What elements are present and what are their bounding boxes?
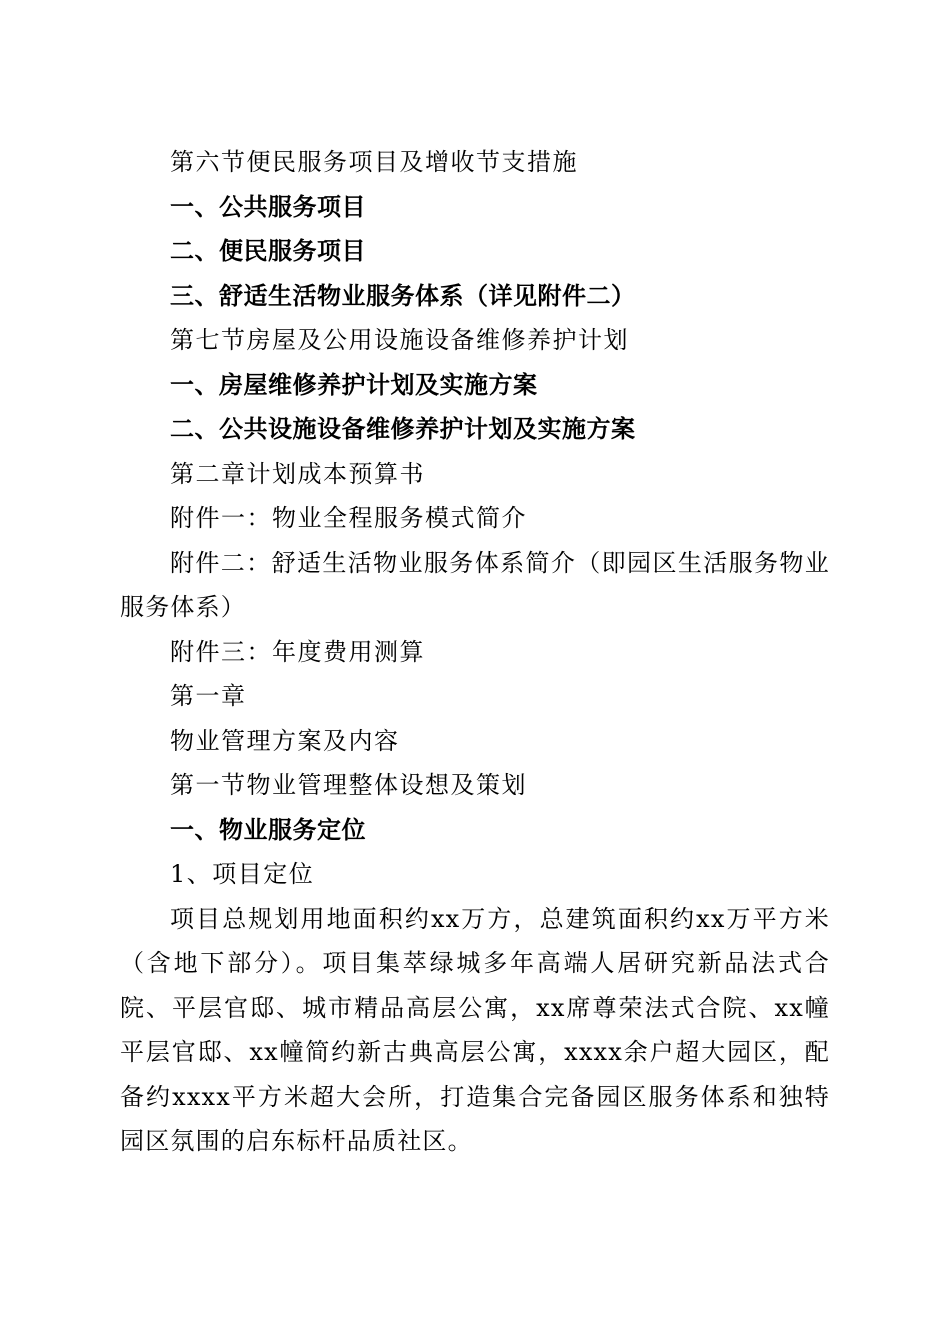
- toc-line: 三、舒适生活物业服务体系（详见附件二）: [170, 281, 636, 310]
- body-line: 第一节物业管理整体设想及策划: [170, 771, 527, 799]
- body-line: 第一章: [170, 682, 247, 710]
- toc-line: 第七节房屋及公用设施设备维修养护计划: [170, 326, 629, 354]
- toc-line: 二、公共设施设备维修养护计划及实施方案: [170, 415, 636, 443]
- body-line: 物业管理方案及内容: [170, 726, 400, 755]
- document-content: [120, 140, 830, 1164]
- subsection-heading: 1、项目定位: [170, 860, 315, 888]
- toc-line: 第二章计划成本预算书: [170, 459, 425, 488]
- toc-line: 一、公共服务项目: [170, 192, 366, 221]
- toc-line: 第六节便民服务项目及增收节支措施: [170, 148, 578, 176]
- toc-line: 二、便民服务项目: [170, 237, 366, 265]
- appendix-two-paragraph: 附件二：舒适生活物业服务体系简介（即园区生活服务物业服务体系）: [120, 548, 830, 621]
- toc-line: 附件一：物业全程服务模式简介: [170, 504, 527, 532]
- body-line: 附件三：年度费用测算: [170, 637, 425, 666]
- project-description-paragraph: 项目总规划用地面积约xx万方，总建筑面积约xx万平方米（含地下部分）。项目集萃绿城多年高端人居研究新品法式合院、平层官邸、城市精品高层公寓，xx席尊荣法式合院、xx幢平层官邸、xx幢简约新古典高层公寓，xxxx余户超大园区，配备约xxxx平方米超大会所，打造集合完备园区服务体系和独特园区氛围的启东标杆品质社区。: [120, 904, 830, 1155]
- toc-line: 一、房屋维修养护计划及实施方案: [170, 370, 538, 399]
- section-heading: 一、物业服务定位: [170, 815, 366, 844]
